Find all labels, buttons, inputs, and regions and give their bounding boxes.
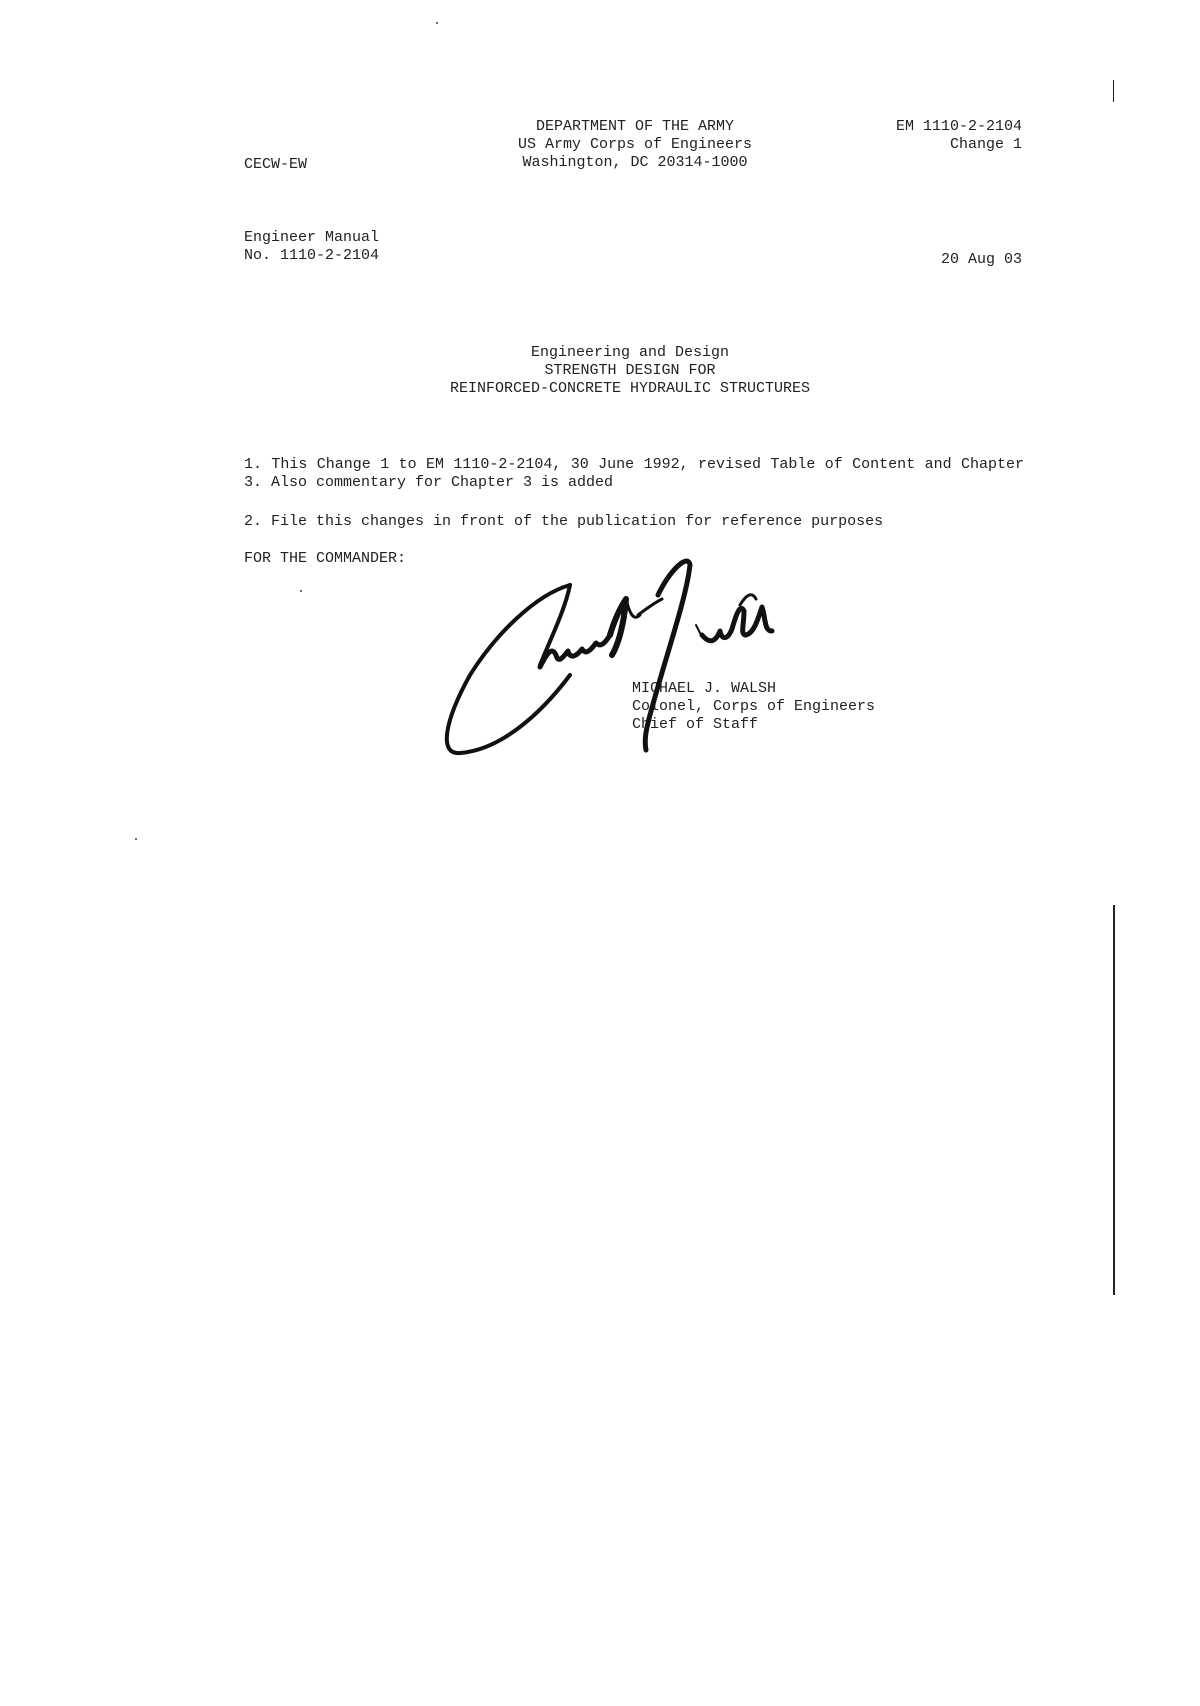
signer-position: Chief of Staff — [632, 716, 759, 733]
title-line: REINFORCED-CONCRETE HYDRAULIC STRUCTURES — [449, 380, 811, 397]
agency-line: Washington, DC 20314-1000 — [522, 154, 748, 171]
agency-header — [455, 118, 815, 172]
change-label: Change 1 — [949, 136, 1022, 153]
paragraph-1: 1. This Change 1 to EM 1110-2-2104, 30 June 1992, revised Table of Content and Chapter 3. Also commentary for Chapter 3 is added — [244, 456, 1024, 491]
handwritten-signature — [440, 555, 820, 775]
scan-edge-line — [1113, 80, 1114, 102]
scan-speck — [300, 590, 302, 592]
paragraph-2: 2. File this changes in front of the publication for reference purposes — [244, 513, 884, 530]
document-id-block — [820, 118, 1022, 154]
closing-line: FOR THE COMMANDER: — [244, 550, 407, 567]
agency-line: DEPARTMENT OF THE ARMY — [535, 118, 735, 135]
title-line: Engineering and Design — [530, 344, 730, 361]
manual-number: No. 1110-2-2104 — [244, 247, 380, 264]
document-date: 20 Aug 03 — [940, 251, 1022, 268]
scan-edge-line — [1113, 905, 1115, 1295]
office-symbol: CECW-EW — [244, 156, 308, 173]
document-id: EM 1110-2-2104 — [895, 118, 1022, 135]
title-line: STRENGTH DESIGN FOR — [544, 362, 716, 379]
signer-name: MICHAEL J. WALSH — [632, 680, 777, 697]
scan-speck — [436, 22, 438, 24]
scan-speck — [135, 838, 137, 840]
manual-number-block — [244, 229, 379, 265]
signer-rank: Colonel, Corps of Engineers — [632, 698, 876, 715]
agency-line: US Army Corps of Engineers — [517, 136, 753, 153]
document-title — [380, 344, 880, 398]
manual-line: Engineer Manual — [244, 229, 380, 246]
